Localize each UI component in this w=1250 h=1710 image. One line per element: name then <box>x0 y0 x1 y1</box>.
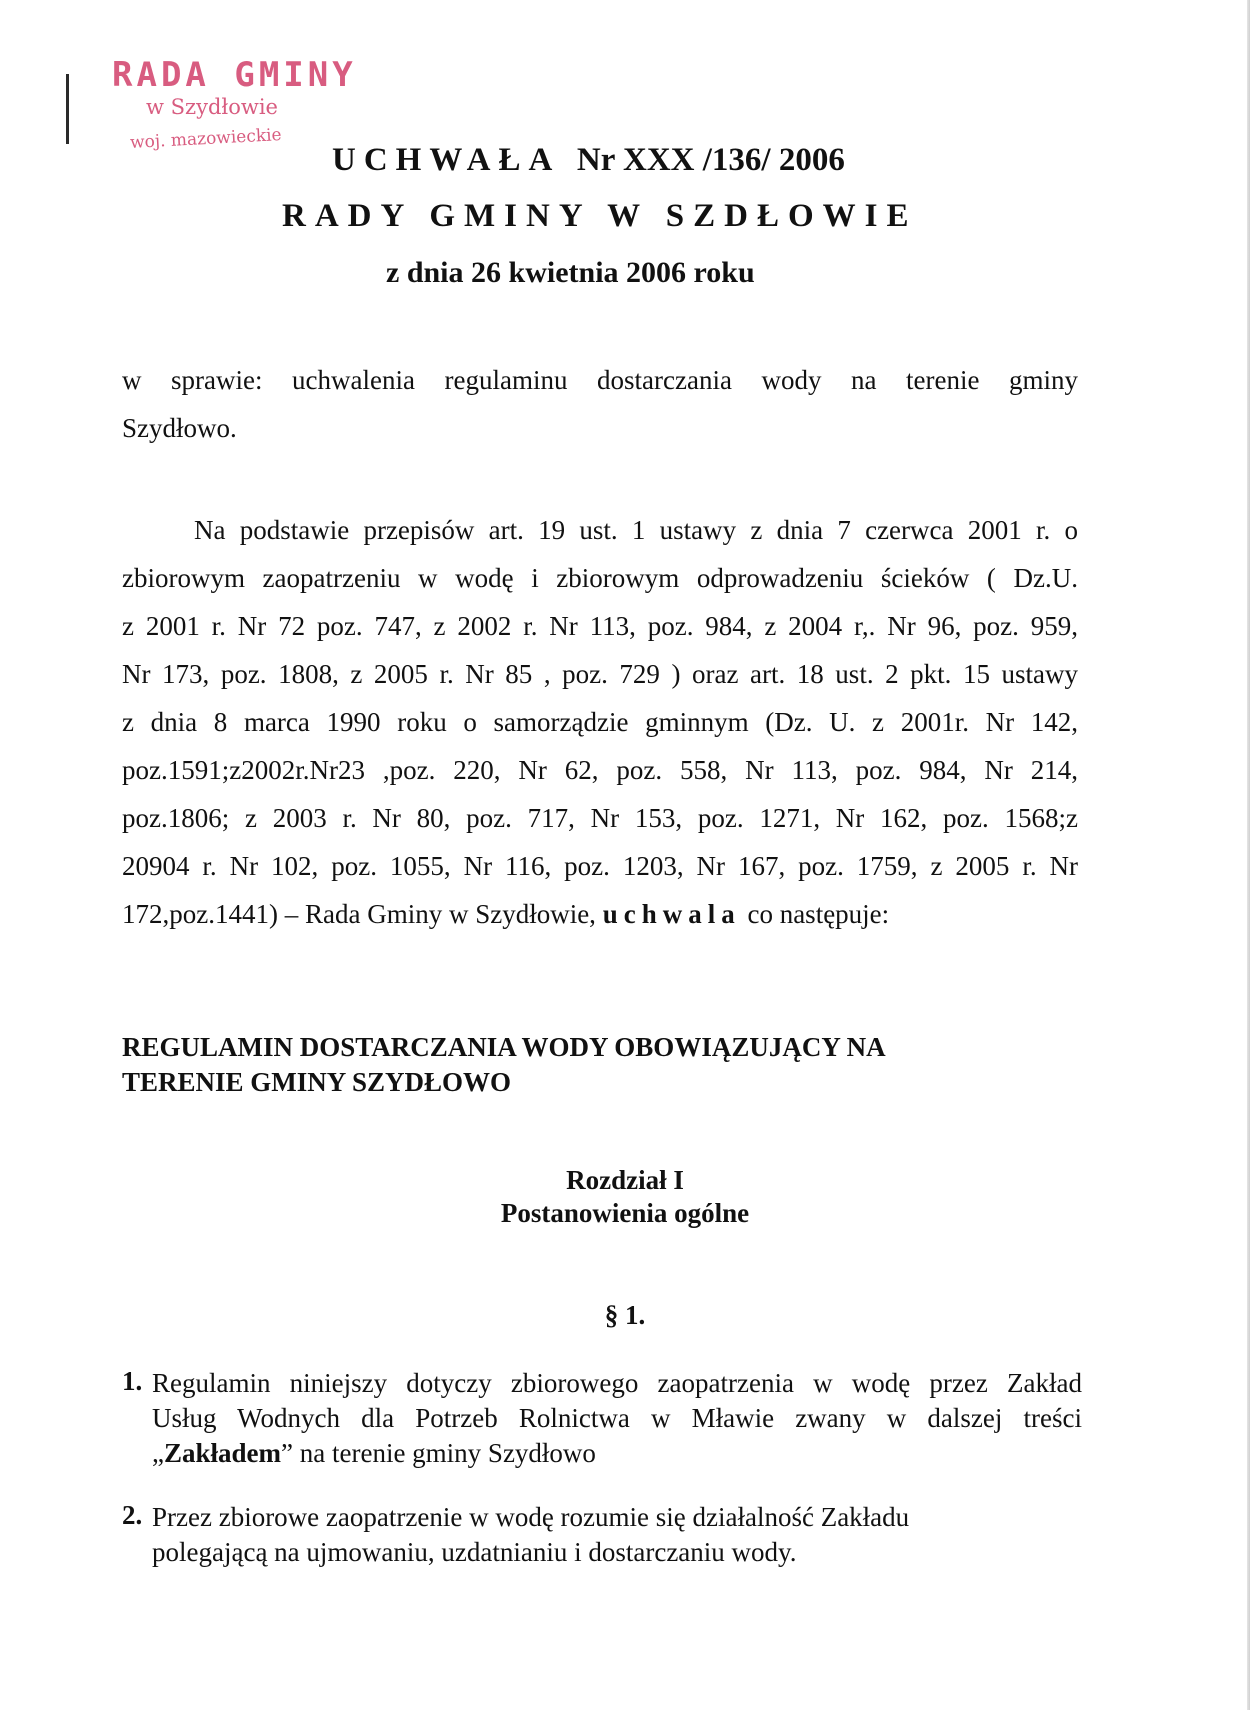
regulation-title-line-1: REGULAMIN DOSTARCZANIA WODY OBOWIĄZUJĄCY NA <box>122 1032 886 1062</box>
item-line: Regulamin niniejszy dotyczy zbiorowego zaopatrzenia w wodę przez Zakład <box>152 1368 1082 1398</box>
item-line: Przez zbiorowe zaopatrzenie w wodę rozumie się działalność Zakładu <box>152 1502 910 1532</box>
regulation-title <box>122 1030 886 1100</box>
legal-basis-paragraph <box>122 506 1078 938</box>
margin-mark <box>66 74 69 144</box>
resolution-title-prefix: UCHWAŁA <box>332 142 561 178</box>
basis-line: z 2001 r. Nr 72 poz. 747, z 2002 r. Nr 113, poz. 984, z 2004 r,. Nr 96, poz. 959, <box>122 611 1078 641</box>
basis-line: zbiorowym zaopatrzeniu w wodę i zbiorowym odprowadzeniu ścieków ( Dz.U. <box>122 563 1078 593</box>
resolution-title <box>332 142 845 179</box>
basis-line: Na podstawie przepisów art. 19 ust. 1 ustawy z dnia 7 czerwca 2001 r. o <box>194 515 1078 545</box>
item-text <box>152 1366 1082 1471</box>
quote-open: „ <box>152 1438 164 1468</box>
subject-line: w sprawie: uchwalenia regulaminu dostarczania wody na terenie gminy <box>122 365 1078 395</box>
council-stamp <box>108 55 368 155</box>
resolution-date: z dnia 26 kwietnia 2006 roku <box>386 256 755 289</box>
stamp-line-3: woj. mazowieckie <box>129 125 283 153</box>
item-line: polegającą na ujmowaniu, uzdatnianiu i dostarczaniu wody. <box>152 1537 797 1567</box>
subject-line: Szydłowo. <box>122 413 237 443</box>
resolves-word: uchwala <box>602 899 741 929</box>
basis-line: poz.1591;z2002r.Nr23 ,poz. 220, Nr 62, poz. 558, Nr 113, poz. 984, Nr 214, <box>122 755 1078 785</box>
stamp-line-1: RADA GMINY <box>112 55 357 95</box>
basis-line: z dnia 8 marca 1990 roku o samorządzie gminnym (Dz. U. z 2001r. Nr 142, <box>122 707 1078 737</box>
chapter-title: Postanowienia ogólne <box>500 1198 750 1228</box>
item-line <box>152 1436 1082 1471</box>
basis-last-line-end: co następuje: <box>740 899 890 929</box>
section-sign: § 1. <box>604 1300 646 1330</box>
basis-line: 20904 r. Nr 102, poz. 1055, Nr 116, poz. 1203, Nr 167, poz. 1759, z 2005 r. Nr <box>122 851 1078 881</box>
chapter-number: Rozdział I <box>566 1165 684 1195</box>
item-number: 1. <box>122 1366 143 1396</box>
defined-term: Zakładem <box>163 1438 282 1468</box>
item-line-rest: ” na terenie gminy Szydłowo <box>281 1438 596 1468</box>
resolution-number: Nr XXX /136/ 2006 <box>576 142 845 178</box>
basis-last-line <box>122 890 1078 938</box>
regulation-title-line-2: TERENIE GMINY SZYDŁOWO <box>122 1067 512 1097</box>
item-text <box>152 1500 1082 1570</box>
basis-last-line-start: 172,poz.1441) – Rada Gminy w Szydłowie, <box>122 899 603 929</box>
subject-paragraph <box>122 356 1078 452</box>
council-name: RADY GMINY W SZDŁOWIE <box>282 198 918 234</box>
item-line: Usług Wodnych dla Potrzeb Rolnictwa w Mławie zwany w dalszej treści <box>152 1403 1082 1433</box>
stamp-line-2: w Szydłowie <box>146 95 278 119</box>
item-number: 2. <box>122 1500 143 1530</box>
basis-line: poz.1806; z 2003 r. Nr 80, poz. 717, Nr 153, poz. 1271, Nr 162, poz. 1568;z <box>122 803 1078 833</box>
basis-line: Nr 173, poz. 1808, z 2005 r. Nr 85 , poz. 729 ) oraz art. 18 ust. 2 pkt. 15 ustawy <box>122 659 1078 689</box>
